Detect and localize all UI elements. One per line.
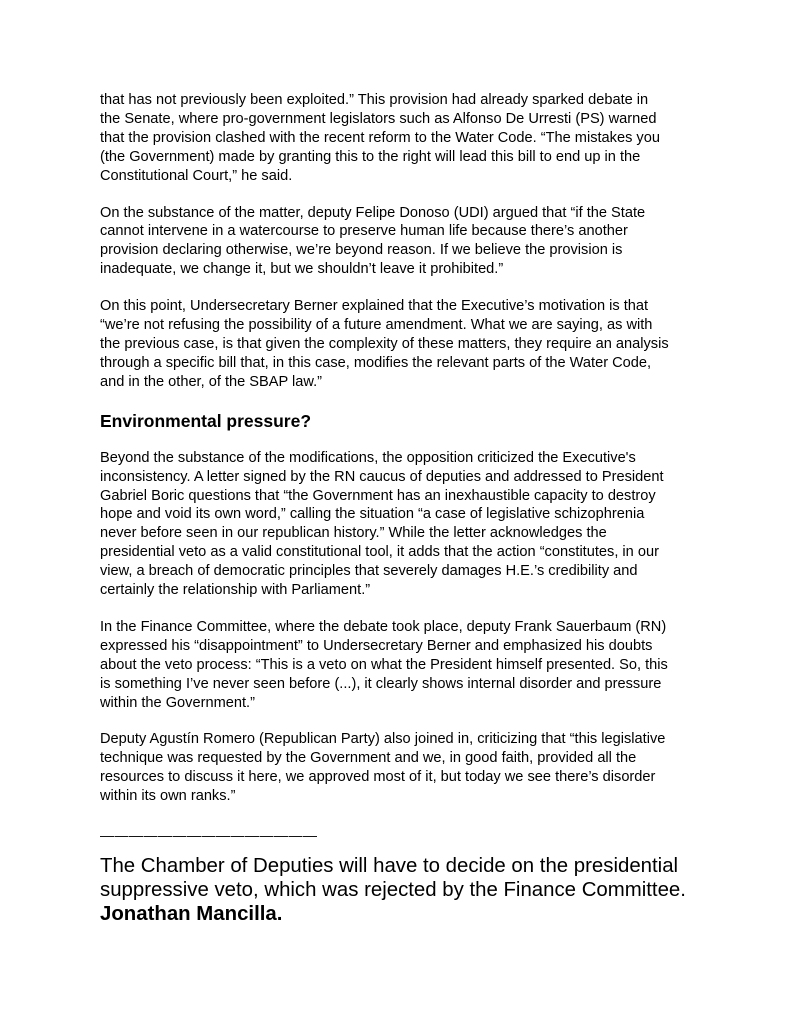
byline: Jonathan Mancilla. [100,903,283,926]
paragraph-rn-letter: Beyond the substance of the modifications, the opposition criticized the Executive's inconsistency. A letter signed by the RN caucus of deputies and addressed to President Gabriel Boric questions that “the Government has an inexhaustible capacity to destroy hope and void its own word,” calling the situation “a case of legislative schizophrenia never before seen in our republican history.” While the letter acknowledges the presidential veto as a valid constitutional tool, it adds that the action “constitutes, in our view, a breach of democratic principles that severely damages H.E.’s credibility and certainly the relationship with Parliament.” [100,449,664,599]
paragraph-provision-debate: that has not previously been exploited.” This provision had already sparked debate in the Senate, where pro-government legislators such as Alfonso De Urresti (PS) warned that the provision clashed with the recent reform to the Water Code. “The mistakes you (the Government) made by granting this to the right will lead this bill to end up in the Constitutional Court,” he said. [100,92,660,184]
separator-line: ——————————————— [100,827,318,844]
paragraph-romero: Deputy Agustín Romero (Republican Party) also joined in, criticizing that “this legislative technique was requested by the Government and we, in good faith, provided all the resources to discuss it here, we approved most of it, but today we see there’s disorder within its own ranks.” [100,731,666,805]
paragraph-sauerbaum: In the Finance Committee, where the debate took place, deputy Frank Sauerbaum (RN) expressed his “disappointment” to Undersecretary Berner and emphasized his doubts about the veto process: “This is a veto on what the President himself presented. So, this is something I’ve never seen before (...), it clearly shows internal disorder and pressure within the Government.” [100,618,668,711]
photo-caption: The Chamber of Deputies will have to decide on the presidential suppressive veto, which was rejected by the Finance Committee. [100,855,686,902]
paragraph-berner: On this point, Undersecretary Berner explained that the Executive’s motivation is that “we’re not refusing the possibility of a future amendment. What we are saying, as with the previous case, is that given the complexity of these matters, they require an analysis through a specific bill that, in this case, modifies the relevant parts of the Water Code, and in the other, of the SBAP law.” [100,298,669,390]
document-page [100,91,710,926]
section-heading: Environmental pressure? [100,410,312,431]
paragraph-donoso: On the substance of the matter, deputy Felipe Donoso (UDI) argued that “if the State cannot intervene in a watercourse to preserve human life because there’s another provision declaring otherwise, we’re beyond reason. If we believe the provision is inadequate, we change it, but we shouldn’t leave it prohibited.” [100,204,646,278]
